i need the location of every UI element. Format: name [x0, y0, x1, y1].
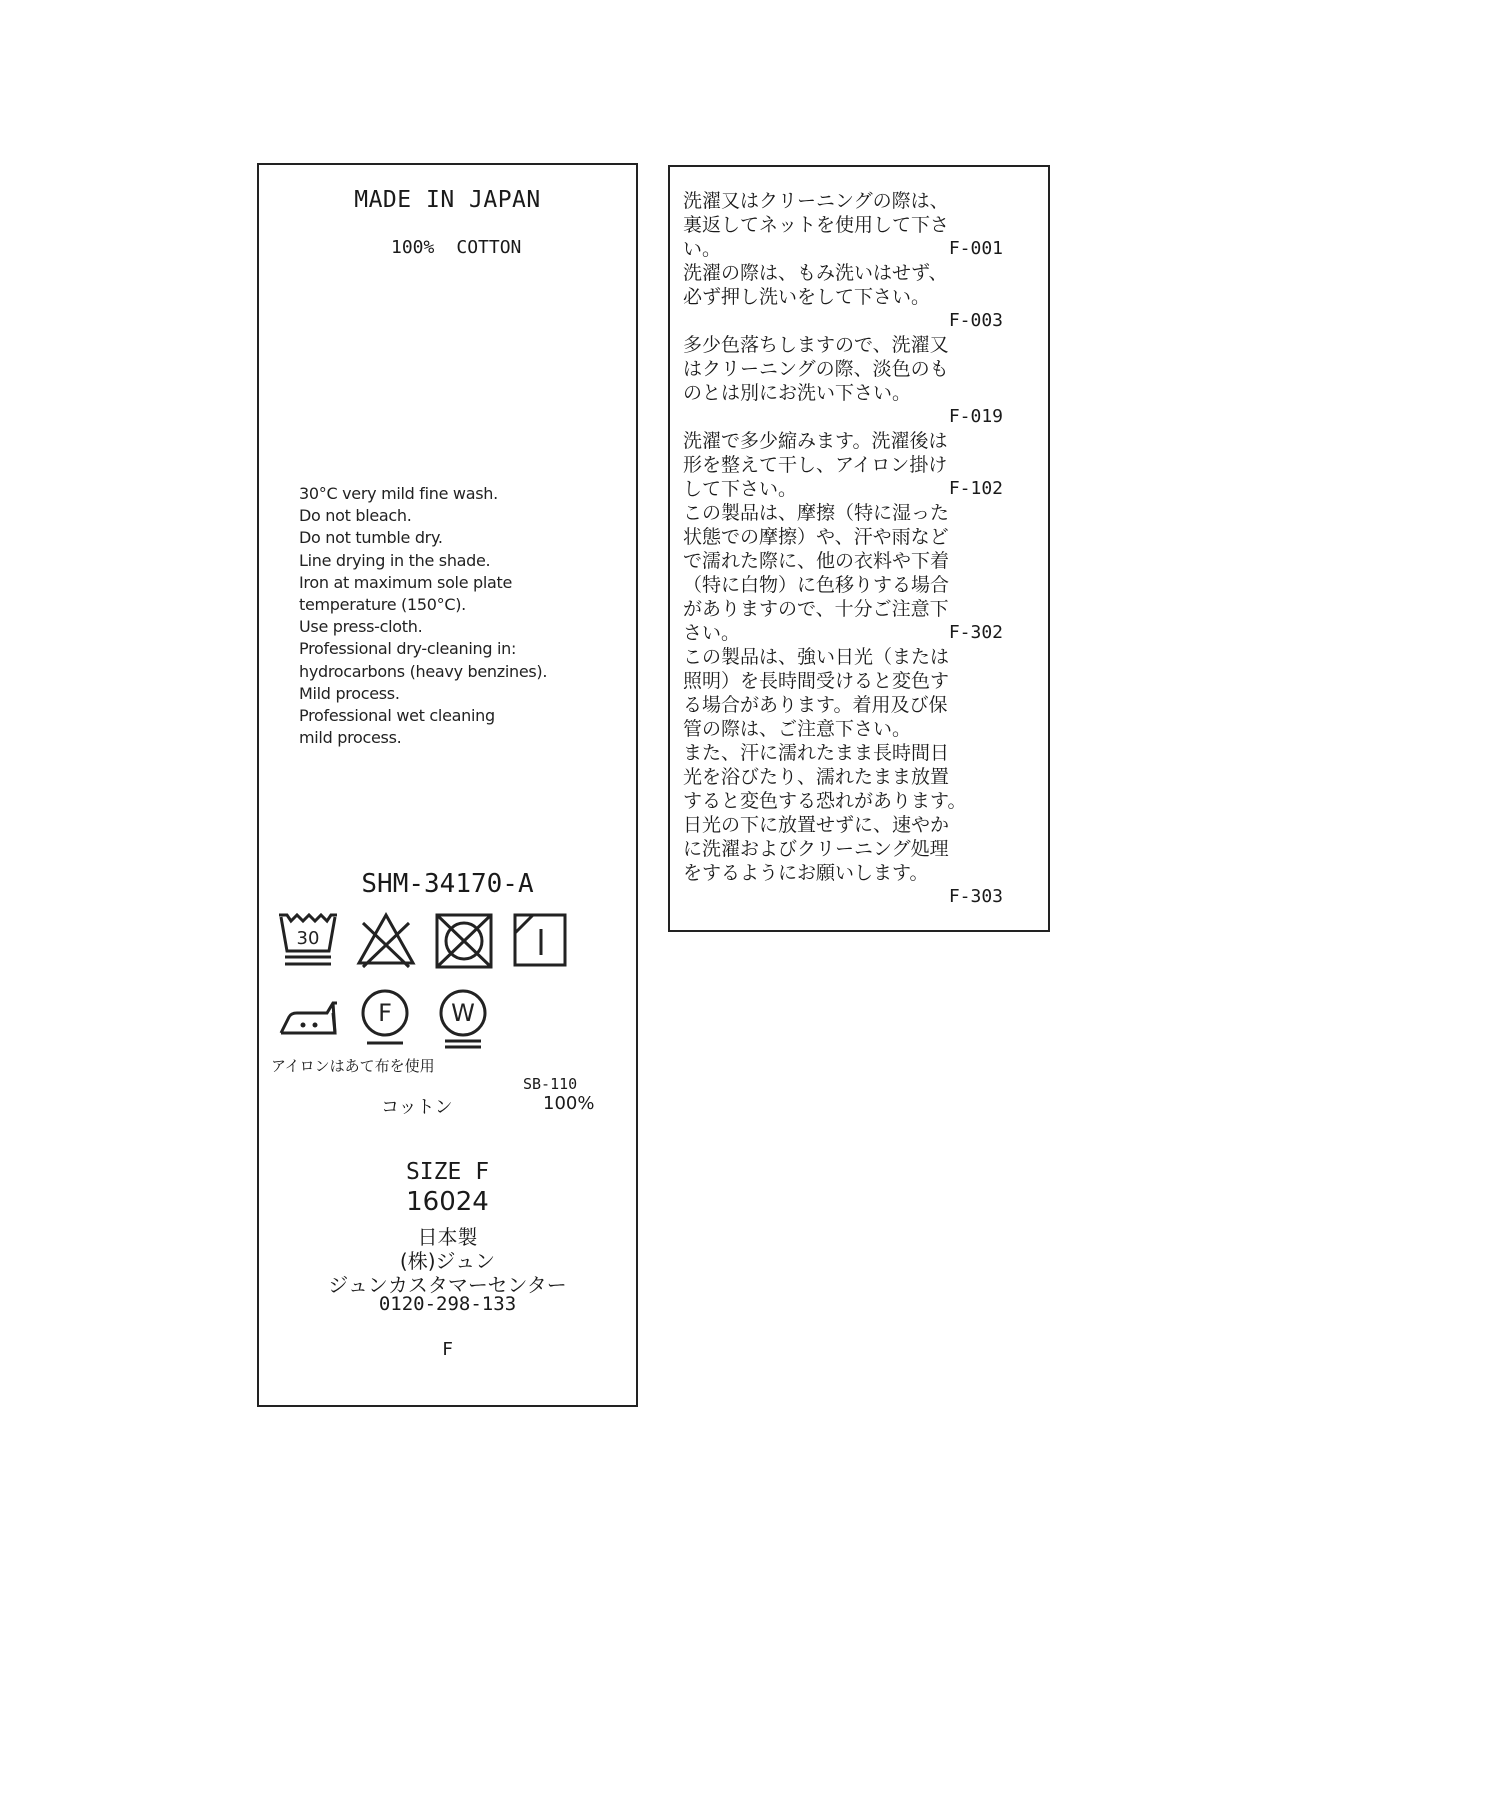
care-note-text: のとは別にお洗い下さい。 — [683, 382, 912, 404]
care-note-text: に洗濯およびクリーニング処理 — [683, 838, 949, 860]
care-note-line — [683, 573, 1003, 597]
care-note-code: F-019 — [948, 406, 1003, 427]
style-code: SHM-34170-A — [361, 869, 534, 899]
care-note-text: さい。 — [683, 622, 741, 644]
fiber-percent-jp: 100% — [543, 1093, 595, 1114]
line-dry-shade-icon — [511, 911, 573, 973]
care-note-text: 多少色落ちしますので、洗濯又 — [683, 334, 949, 356]
care-note-line — [683, 741, 1003, 765]
no-bleach-icon — [355, 911, 417, 973]
care-notes-japanese — [683, 189, 1003, 909]
care-line-en: Do not tumble dry. — [299, 528, 443, 548]
care-line-en: Line drying in the shade. — [299, 550, 491, 570]
care-note-line — [683, 645, 1003, 669]
care-note-line — [683, 861, 1003, 885]
size-bottom: F — [442, 1339, 453, 1360]
care-note-text: 光を浴びたり、濡れたまま放置 — [683, 766, 950, 788]
sb-code: SB-110 — [523, 1075, 578, 1093]
care-note-line — [683, 717, 1003, 741]
dry-clean-f-icon — [359, 987, 421, 1049]
care-note-line — [683, 189, 1003, 213]
care-note-text: 日光の下に放置せずに、速やか — [683, 814, 950, 836]
care-note-line — [683, 501, 1003, 525]
customer-center-name: ジュンカスタマーセンター — [328, 1273, 567, 1297]
care-note-line — [683, 261, 1003, 285]
care-line-en: Professional wet cleaning — [299, 706, 495, 726]
care-note-text: 状態での摩擦）や、汗や雨など — [683, 526, 949, 548]
wash-tub-30-icon — [277, 911, 339, 973]
care-note-text: この製品は、強い日光（または — [683, 646, 950, 668]
care-note-text: すると変色する恐れがあります。 — [683, 790, 967, 812]
care-note-text: 形を整えて干し、アイロン掛け — [683, 454, 948, 476]
care-note-line — [683, 453, 1003, 477]
dry-clean-letter: F — [378, 999, 392, 1027]
care-note-line — [683, 813, 1003, 837]
company-name: (株)ジュン — [399, 1249, 496, 1273]
fiber-name: COTTON — [456, 237, 522, 258]
fiber-name-jp: コットン — [381, 1097, 453, 1118]
care-note-line — [683, 549, 1003, 573]
care-note-text: で濡れた際に、他の衣料や下着 — [683, 550, 950, 572]
care-note-line — [683, 789, 1003, 813]
iron-note-jp: アイロンはあて布を使用 — [271, 1057, 435, 1075]
care-note-text: 裏返してネットを使用して下さ — [683, 214, 950, 236]
care-note-text: 洗濯又はクリーニングの際は、 — [683, 190, 949, 212]
care-line-en: Iron at maximum sole plate — [299, 572, 513, 592]
care-line-en: Use press-cloth. — [299, 617, 423, 637]
fiber-content — [391, 237, 521, 258]
care-note-text: 照明）を長時間受けると変色す — [683, 670, 950, 692]
care-note-line — [683, 597, 1003, 621]
care-note-text: して下さい。 — [683, 478, 798, 500]
country-of-origin: MADE IN JAPAN — [354, 187, 541, 213]
care-instructions-english — [299, 483, 547, 749]
care-note-line — [683, 429, 1003, 453]
care-note-text: はクリーニングの際、淡色のも — [683, 358, 949, 380]
care-note-text: をするようにお願いします。 — [683, 862, 929, 884]
care-label-left — [257, 163, 638, 1407]
care-line-en: hydrocarbons (heavy benzines). — [299, 661, 548, 681]
care-note-code: F-001 — [948, 238, 1003, 259]
care-label-right — [668, 165, 1050, 932]
care-note-line — [683, 669, 1003, 693]
care-note-line — [683, 213, 1003, 237]
care-note-text: （特に白物）に色移りする場合 — [683, 574, 950, 596]
care-line-en: Professional dry-cleaning in: — [299, 639, 517, 659]
care-note-text: 必ず押し洗いをして下さい。 — [683, 286, 931, 308]
fiber-percent: 100% — [391, 237, 435, 258]
care-note-text: また、汗に濡れたまま長時間日 — [683, 742, 950, 764]
care-note-line — [683, 357, 1003, 381]
care-note-line — [683, 525, 1003, 549]
care-line-en: mild process. — [299, 728, 402, 748]
care-note-text: がありますので、十分ご注意下 — [683, 598, 949, 620]
wet-clean-w-icon — [435, 987, 497, 1049]
care-note-text: る場合があります。着用及び保 — [683, 694, 948, 716]
country-of-origin-jp: 日本製 — [417, 1225, 478, 1249]
care-note-line — [683, 381, 1003, 405]
wash-temp-text: 30 — [296, 928, 320, 949]
care-line-en: 30°C very mild fine wash. — [299, 484, 498, 503]
size-line: SIZE F — [405, 1159, 490, 1185]
iron-medium-icon — [277, 987, 339, 1049]
care-note-text: 管の際は、ご注意下さい。 — [683, 718, 912, 740]
care-note-line — [683, 693, 1003, 717]
care-note-code: F-102 — [948, 478, 1003, 499]
care-note-line — [683, 621, 1003, 645]
care-note-code: F-303 — [948, 886, 1003, 907]
wet-clean-letter: W — [451, 999, 475, 1027]
care-note-text: 洗濯の際は、もみ洗いはせず、 — [683, 262, 948, 284]
care-note-text: この製品は、摩擦（特に湿った — [683, 502, 950, 524]
care-note-line — [683, 237, 1003, 261]
lot-number: 16024 — [406, 1187, 489, 1217]
care-line-en: temperature (150°C). — [299, 595, 466, 615]
care-note-line — [683, 765, 1003, 789]
care-line-en: Mild process. — [299, 683, 400, 703]
no-tumble-dry-icon — [433, 911, 495, 973]
phone-number: 0120-298-133 — [378, 1293, 517, 1315]
care-note-line — [683, 333, 1003, 357]
care-note-line — [683, 477, 1003, 501]
care-line-en: Do not bleach. — [299, 506, 412, 526]
care-note-code: F-003 — [948, 310, 1003, 331]
care-note-line — [683, 285, 1003, 309]
care-note-line — [683, 837, 1003, 861]
care-note-text: 洗濯で多少縮みます。洗濯後は — [683, 430, 948, 452]
care-note-text: い。 — [683, 238, 722, 260]
care-note-code: F-302 — [948, 622, 1003, 643]
